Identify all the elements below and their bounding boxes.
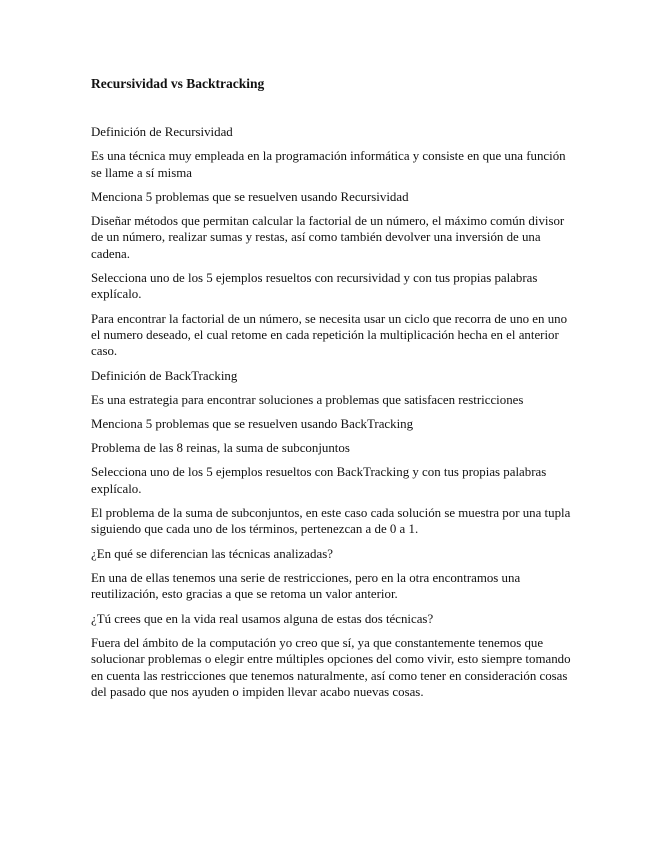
answer-recursion-definition: Es una técnica muy empleada en la programación informática y consiste en que una función se llame a sí misma (91, 149, 566, 180)
answer-backtracking-definition: Es una estrategia para encontrar soluciones a problemas que satisfacen restricciones (91, 392, 524, 407)
question-differences: ¿En qué se diferencian las técnicas analizadas? (91, 546, 333, 561)
heading-recursion-definition: Definición de Recursividad (91, 125, 233, 139)
answer-backtracking-example: El problema de la suma de subconjuntos, en este caso cada solución se muestra por una tupla siguiendo que cada uno de los términos, pertenezcan a de 0 a 1. (91, 506, 571, 537)
question-backtracking-example: Selecciona uno de los 5 ejemplos resueltos con BackTracking y con tus propias palabras explícalo. (91, 465, 547, 496)
answer-backtracking-problems: Problema de las 8 reinas, la suma de subconjuntos (91, 441, 350, 456)
question-real-life: ¿Tú crees que en la vida real usamos alguna de estas dos técnicas? (91, 611, 434, 626)
document-title: Recursividad vs Backtracking (91, 76, 265, 91)
question-backtracking-problems: Menciona 5 problemas que se resuelven usando BackTracking (91, 417, 414, 432)
heading-backtracking-definition: Definición de BackTracking (91, 368, 238, 383)
answer-differences: En una de ellas tenemos una serie de restricciones, pero en la otra encontramos una reutilización, esto gracias a que se retoma un valor anterior. (91, 570, 521, 602)
question-recursion-example: Selecciona uno de los 5 ejemplos resueltos con recursividad y con tus propias palabras explícalo. (91, 271, 538, 302)
answer-real-life: Fuera del ámbito de la computación yo creo que sí, ya que constantemente tenemos que solucionar problemas o elegir entre múltiples opciones del como vivir, esto siempre tomando en cuenta las restricciones que tenemos naturalmente, así como tener en consideración cosas del pasado que nos ayuden o impiden llevar acabo nuevas cosas. (91, 635, 571, 699)
document-page (91, 75, 571, 708)
answer-recursion-example: Para encontrar la factorial de un número, se necesita usar un ciclo que recorra de uno en uno el numero deseado, el cual retome en cada repetición la multiplicación hecha en el anterior caso. (91, 311, 568, 359)
answer-recursion-problems: Diseñar métodos que permitan calcular la factorial de un número, el máximo común divisor de un número, realizar sumas y restas, así como también devolver una inversión de una cadena. (91, 214, 565, 261)
question-recursion-problems: Menciona 5 problemas que se resuelven usando Recursividad (91, 189, 409, 204)
